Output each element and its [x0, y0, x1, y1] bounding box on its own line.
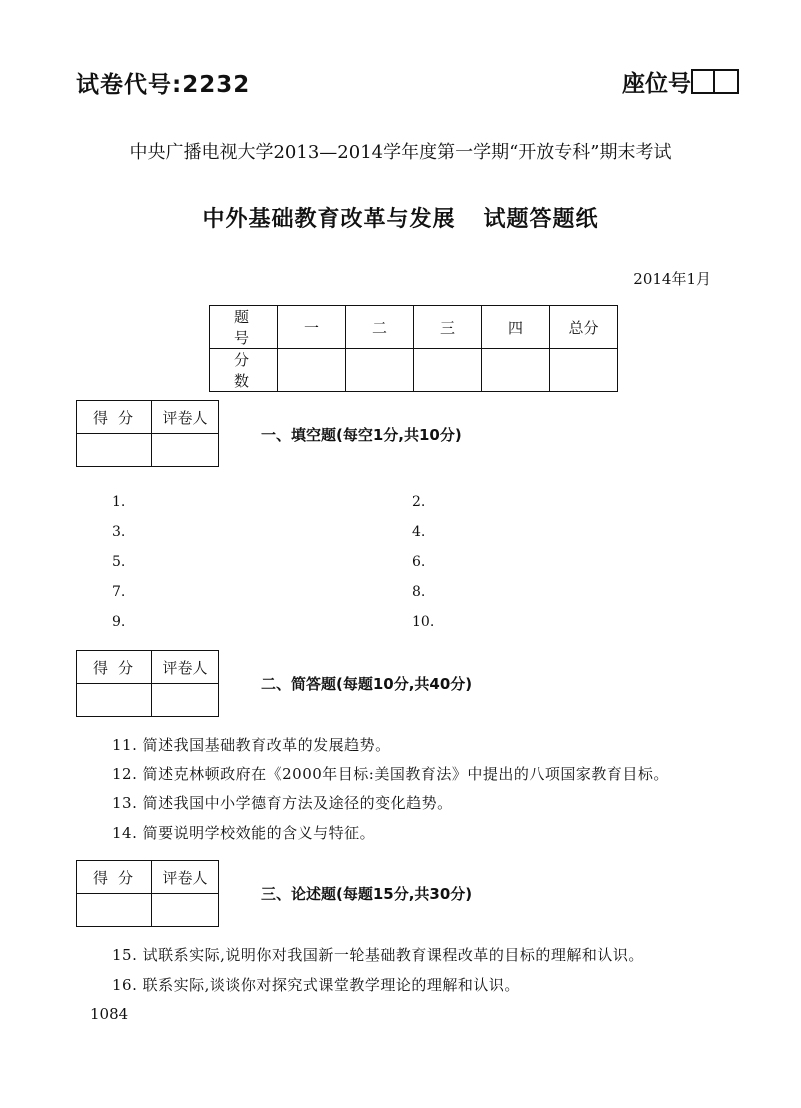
seat-number-box[interactable] [715, 69, 739, 94]
score-table-header-row [210, 306, 618, 349]
page-number: 1084 [90, 1005, 129, 1023]
question-item: 14. 简要说明学校效能的含义与特征。 [112, 824, 376, 842]
question-item: 11. 简述我国基础教育改革的发展趋势。 [112, 736, 391, 754]
grader-name-cell[interactable] [152, 684, 219, 717]
fill-item-number: 9. [112, 614, 126, 630]
column-1: 一 [278, 306, 346, 349]
grader-box [76, 400, 219, 467]
grader-box [76, 860, 219, 927]
column-total: 总分 [550, 306, 618, 349]
column-3: 三 [414, 306, 482, 349]
score-cell[interactable] [550, 349, 618, 392]
row-head-score: 分数 [210, 349, 278, 392]
title-sub: 试题答题纸 [483, 207, 599, 232]
exam-subtitle: 中央广播电视大学2013—2014学年度第一学期“开放专科”期末考试 [129, 142, 672, 163]
section-title-short-answer: 二、简答题(每题10分,共40分) [261, 675, 473, 693]
fill-item-number: 1. [112, 494, 126, 510]
grader-name-cell[interactable] [152, 434, 219, 467]
title-main: 中外基础教育改革与发展 [202, 207, 456, 232]
section-title-fill-blank: 一、填空题(每空1分,共10分) [261, 426, 462, 444]
grader-score-label: 得分 [77, 651, 152, 684]
score-cell[interactable] [414, 349, 482, 392]
score-table-score-row [210, 349, 618, 392]
grader-name-label: 评卷人 [152, 651, 219, 684]
seat-number-box[interactable] [691, 69, 715, 94]
seat-number-label: 座位号 [622, 70, 691, 97]
fill-item-number: 2. [412, 494, 426, 510]
exam-date: 2014年1月 [633, 270, 711, 288]
fill-item-number: 5. [112, 554, 126, 570]
fill-item-number: 10. [412, 614, 435, 630]
column-2: 二 [346, 306, 414, 349]
row-head-question-no: 题号 [210, 306, 278, 349]
fill-item-number: 8. [412, 584, 426, 600]
grader-name-label: 评卷人 [152, 861, 219, 894]
score-cell[interactable] [346, 349, 414, 392]
score-cell[interactable] [482, 349, 550, 392]
grader-name-cell[interactable] [152, 894, 219, 927]
grader-score-cell[interactable] [77, 894, 152, 927]
grader-score-label: 得分 [77, 401, 152, 434]
grader-score-label: 得分 [77, 861, 152, 894]
grader-score-cell[interactable] [77, 684, 152, 717]
question-item: 16. 联系实际,谈谈你对探究式课堂教学理论的理解和认识。 [112, 976, 520, 994]
question-item: 13. 简述我国中小学德育方法及途径的变化趋势。 [112, 794, 453, 812]
question-item: 15. 试联系实际,说明你对我国新一轮基础教育课程改革的目标的理解和认识。 [112, 946, 644, 964]
section-title-essay: 三、论述题(每题15分,共30分) [261, 885, 473, 903]
fill-item-number: 7. [112, 584, 126, 600]
column-4: 四 [482, 306, 550, 349]
seat-number [622, 66, 739, 96]
fill-item-number: 3. [112, 524, 126, 540]
score-table [209, 305, 618, 392]
grader-name-label: 评卷人 [152, 401, 219, 434]
question-item: 12. 简述克林顿政府在《2000年目标:美国教育法》中提出的八项国家教育目标。 [112, 765, 669, 783]
grader-score-cell[interactable] [77, 434, 152, 467]
score-cell[interactable] [278, 349, 346, 392]
grader-box [76, 650, 219, 717]
paper-code: 试卷代号:2232 [76, 72, 251, 98]
fill-item-number: 4. [412, 524, 426, 540]
fill-item-number: 6. [412, 554, 426, 570]
page-title [0, 202, 801, 233]
